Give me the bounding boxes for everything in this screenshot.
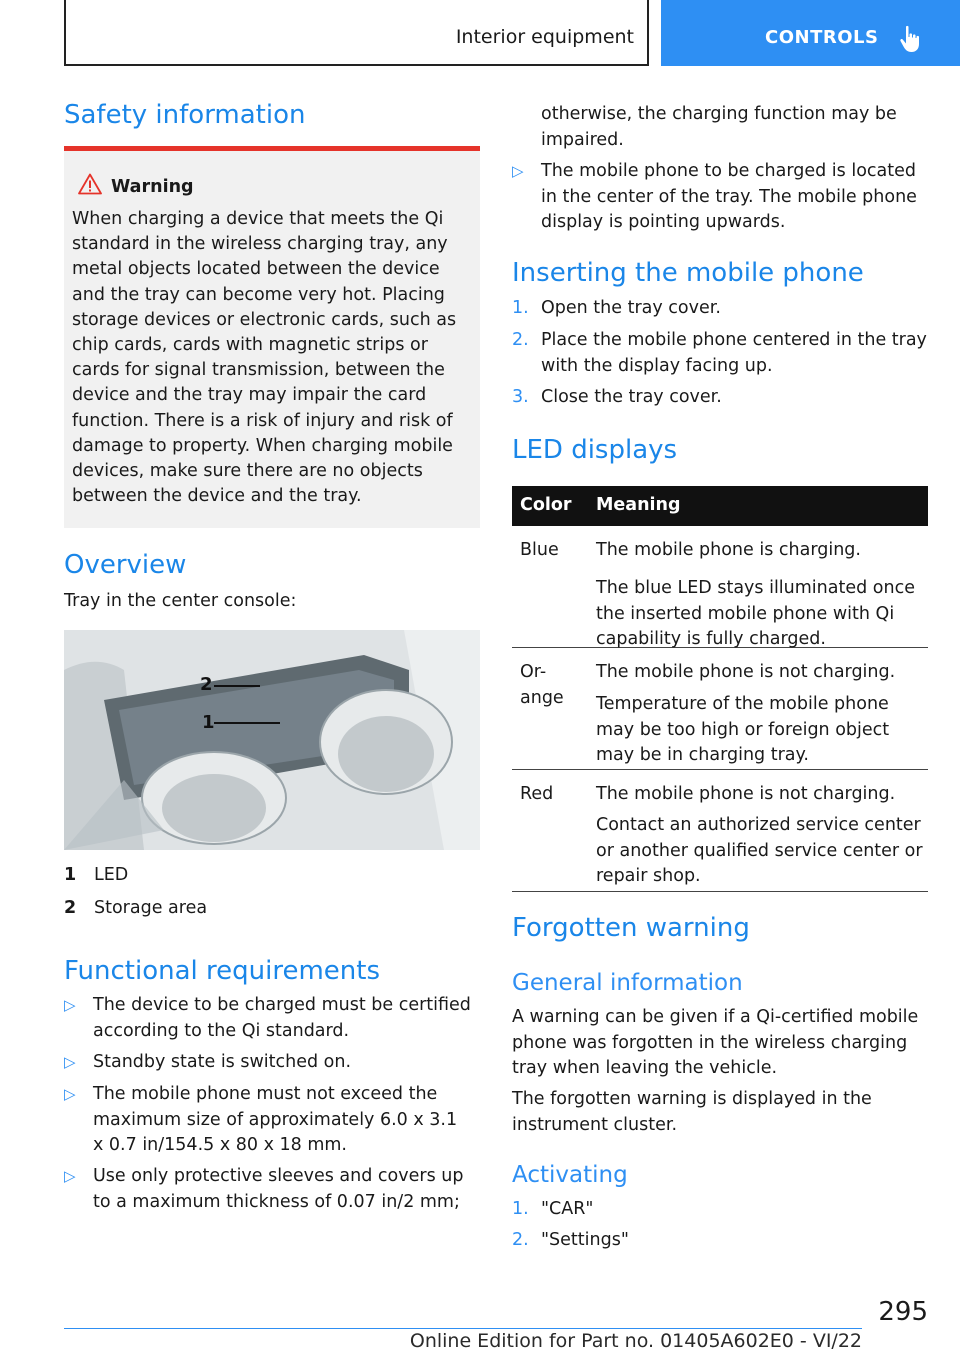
meaning-cell-primary: The mobile phone is not charging. [596,662,896,682]
led-table [512,486,928,892]
step-number: 1. [512,298,529,318]
general-information-heading: General information [512,970,743,996]
table-row [512,770,928,892]
meaning-cell-primary: The mobile phone is charging. [596,540,861,560]
footer-divider [64,1328,862,1329]
color-cell: Red [520,784,554,804]
warning-text: When charging a device that meets the Qi standard in the wireless charging tray, any metal objects located between the device and the tray can become very hot. Placing storage devices or electronic cards, such as chip cards, cards with magnetic strips or cards for signal transmission, between the device and the tray may impair the card function. There is a risk of injury and risk of damage to property. When charging mobile devices, make sure there are no objects between the device and the tray. [72,209,457,507]
forgotten-warning-display-text: The forgotten warning is displayed in the instrument cluster. [512,1089,872,1135]
overview-intro: Tray in the center console: [64,591,297,611]
table-row [512,648,928,770]
photo-callout-2: 2 [200,674,213,695]
step-text: Place the mobile phone centered in the tray with the display facing up. [541,330,927,376]
color-cell: Or- ange [520,662,564,708]
table-row [512,526,928,648]
functional-requirements-heading: Functional requirements [64,956,380,986]
activating-heading: Activating [512,1162,628,1188]
legend-text: Storage area [94,898,208,918]
warning-box [64,146,480,528]
section-title: Interior equipment [455,26,634,48]
footer-edition-text: Online Edition for Part no. 01405A602E0 - VI/22 [409,1330,862,1352]
chapter-tab[interactable] [661,0,960,66]
led-displays-heading: LED displays [512,435,678,465]
forgotten-warning-heading: Forgotten warning [512,913,750,943]
column-header-color: Color [520,495,572,515]
photo-callout-1: 1 [202,712,215,733]
safety-information-heading: Safety information [64,100,306,130]
requirement-text: Standby state is switched on. [93,1052,352,1072]
step-text: Open the tray cover. [541,298,721,318]
general-information-text: A warning can be given if a Qi-certified mobile phone was forgotten in the wireless charging tray when leaving the vehicle. [512,1007,919,1078]
meaning-cell-primary: The mobile phone is not charging. [596,784,896,804]
warning-title: Warning [111,177,194,197]
chapter-tab-label: CONTROLS [765,27,879,48]
step-text: Close the tray cover. [541,387,722,407]
requirement-text: The mobile phone to be charged is located in the center of the tray. The mobile phone display is pointing upwards. [541,161,917,232]
requirement-text: Use only protective sleeves and covers up to a maximum thickness of 0.07 in/2 mm; [93,1166,464,1212]
color-cell: Blue [520,540,559,560]
step-text: "Settings" [541,1230,629,1250]
inserting-mobile-phone-heading: Inserting the mobile phone [512,258,864,288]
bullet-triangle-icon: ▷ [512,162,524,180]
warning-triangle-icon [78,173,102,195]
overview-heading: Overview [64,550,187,580]
requirement-text: The device to be charged must be certified according to the Qi standard. [93,995,471,1041]
bullet-triangle-icon: ▷ [64,1053,76,1071]
step-text: "CAR" [541,1199,594,1219]
legend-text: LED [94,865,129,885]
legend-number: 1 [64,865,77,885]
hand-pointer-icon [899,25,921,53]
column-header-meaning: Meaning [596,495,681,515]
requirement-text: The mobile phone must not exceed the maximum size of approximately 6.0 x 3.1 x 0.7 in/154.5 x 80 x 18 mm. [93,1084,458,1155]
step-number: 1. [512,1199,529,1219]
bullet-triangle-icon: ▷ [64,1085,76,1103]
table-header [512,486,928,526]
requirement-continued-text: otherwise, the charging function may be impaired. [541,104,897,150]
meaning-cell-secondary: The blue LED stays illuminated once the inserted mobile phone with Qi capability is fully charged. [596,578,915,649]
bullet-triangle-icon: ▷ [64,996,76,1014]
meaning-cell-secondary: Temperature of the mobile phone may be too high or foreign object may be in charging tray. [596,694,890,765]
step-number: 3. [512,387,529,407]
step-number: 2. [512,330,529,350]
legend-number: 2 [64,898,77,918]
page-number: 295 [878,1297,928,1327]
tray-illustration [64,630,480,850]
bullet-triangle-icon: ▷ [64,1167,76,1185]
step-number: 2. [512,1230,529,1250]
center-console-tray-photo [64,630,480,850]
meaning-cell-secondary: Contact an authorized service center or another qualified service center or repair shop. [596,815,923,886]
